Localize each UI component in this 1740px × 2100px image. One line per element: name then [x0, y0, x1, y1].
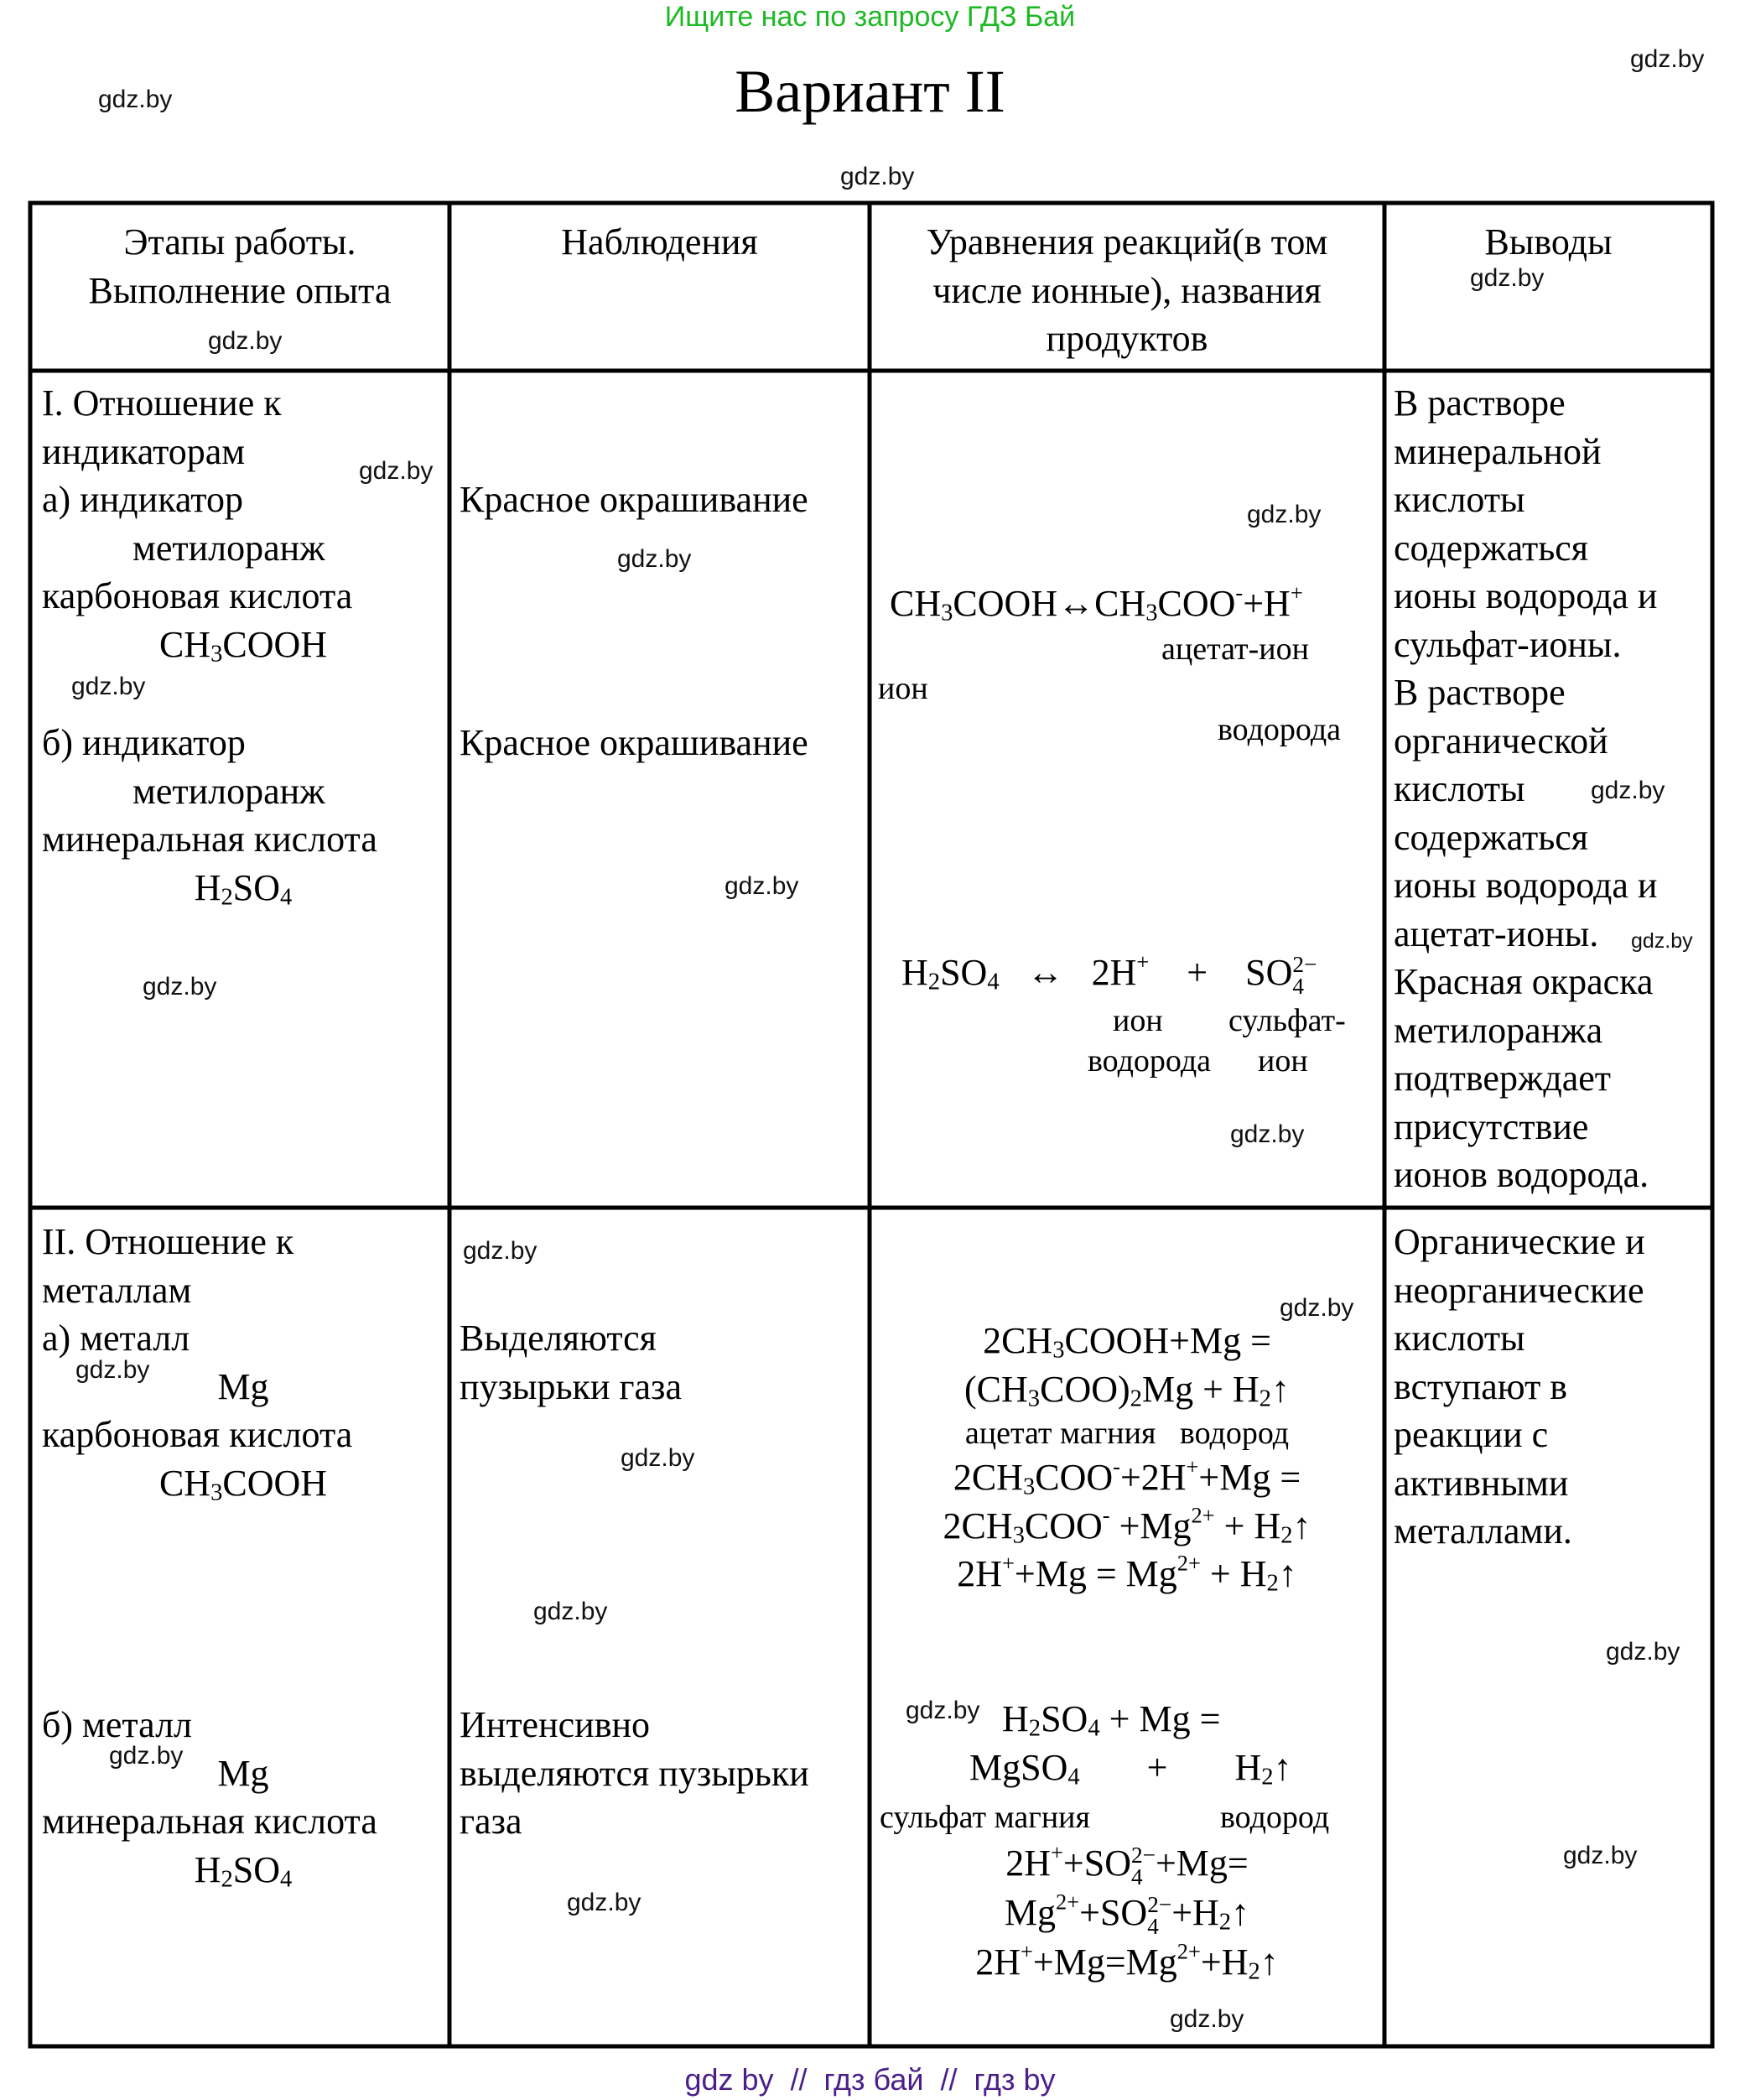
row2-conclusion-line: металлами. — [1394, 1510, 1572, 1552]
row1-label-ion: ион — [878, 671, 928, 706]
watermark: gdz.by — [1230, 1120, 1305, 1148]
row2-stage-b3: минеральная кислота — [42, 1801, 377, 1842]
row1-label-sulfate: сульфат- — [1228, 1003, 1346, 1038]
row2-eq-a4: $2CH_3COO^-+2H^++Mg$ = — [953, 1453, 1301, 1500]
row2-eq-b1: $H_2SO_4 + Mg$ = — [1002, 1698, 1221, 1742]
watermark: gdz.by — [567, 1889, 641, 1916]
row2-conclusion-line: активными — [1394, 1462, 1569, 1504]
row2-stages-b — [42, 1701, 444, 1894]
row2-conclusions — [1394, 1218, 1709, 1556]
row1-label-ion-2: ион — [1113, 1003, 1163, 1038]
header-stages-line-2: Выполнение опыта — [88, 269, 392, 311]
row2-label-magnesium-sulfate: сульфат магния — [880, 1800, 1090, 1835]
row1-stage-a3: карбоновая кислота — [42, 575, 353, 616]
row1-conclusion-line: ацетат-ионы. — [1394, 912, 1599, 954]
row2-stage-heading: II. Отношение к — [42, 1221, 294, 1262]
row2-stage-a2: Mg — [217, 1365, 269, 1407]
row1-stage-b1: б) индикатор — [42, 722, 246, 763]
watermark: gdz.by — [1280, 1294, 1354, 1322]
row2-stage-b1: б) металл — [42, 1704, 193, 1745]
row2-conclusion-line: реакции с — [1394, 1414, 1549, 1455]
watermark: gdz.by — [463, 1237, 538, 1265]
row1-conclusion-line: минеральной — [1394, 430, 1602, 472]
row1-conclusion-line: Красная окраска — [1394, 961, 1654, 1002]
row2-eq-a1: $2CH_3COOH+Mg$ = — [983, 1320, 1271, 1364]
watermark: gdz.by — [840, 163, 915, 190]
row2-stage-b2: Mg — [217, 1752, 269, 1794]
row1-conclusion-line: подтверждает — [1394, 1058, 1612, 1099]
row1-label-hydrogen: водорода — [1218, 712, 1342, 747]
row2-eq-a3-labels: ацетат магния водород — [964, 1416, 1290, 1451]
row2-eq-a6: $2H^++Mg = Mg^{2+}$ + $H_2↑$ — [957, 1550, 1297, 1597]
row1-stage-heading: I. Отношение к — [42, 382, 282, 424]
row1-label-ion-3: ион — [1258, 1043, 1308, 1079]
row2-observation-b — [460, 1701, 809, 1846]
row1-label-acetate-ion: ацетат-ион — [1161, 632, 1309, 667]
row2-eq-b2: MgSO$_4$ + $H_2↑$ — [969, 1747, 1292, 1791]
row1-conclusion-line: содержаться — [1394, 816, 1589, 858]
page-title: Вариант II — [735, 58, 1005, 125]
row2-eq-b4: 2H++SO 2− 4 +Mg= — [1005, 1839, 1249, 1889]
row2-stage-a1: а) металл — [42, 1318, 190, 1359]
watermark: gdz.by — [621, 1444, 695, 1472]
row2-equations-a — [873, 1317, 1381, 1598]
row1-conclusion-line: содержаться — [1394, 527, 1589, 569]
row2-eq-a5: $2CH_3COO^- +Mg^{2+}$ + $H_2↑$ — [943, 1502, 1311, 1549]
watermark: gdz.by — [725, 872, 799, 900]
row2-conclusion-line: вступают в — [1394, 1365, 1568, 1407]
row2-equations-b-ionic — [873, 1839, 1381, 1986]
row1-stage-b2: метилоранж — [132, 770, 325, 812]
row2-observation-a-line: Выделяются — [460, 1318, 657, 1359]
header-equations-line-2: числе ионные), названия — [932, 269, 1322, 311]
row1-stages — [42, 379, 444, 668]
header-observations: Наблюдения — [561, 221, 758, 262]
watermark: gdz.by — [71, 673, 146, 700]
row1-conclusion-line: ионы водорода и — [1394, 865, 1658, 906]
row2-stage-b4-formula: $H_2SO_4$ — [194, 1848, 293, 1893]
header-conclusions: Выводы — [1484, 221, 1613, 262]
watermark: gdz.by — [1563, 1842, 1638, 1869]
watermark: gdz.by — [1631, 929, 1693, 953]
watermark: gdz.by — [143, 973, 217, 1001]
row1-stages-b — [42, 719, 444, 912]
watermark: gdz.by — [75, 1356, 150, 1384]
watermark: gdz.by — [208, 327, 283, 355]
row2-observation-a-line: пузырьки газа — [460, 1365, 682, 1407]
row1-observation-b: Красное окрашивание — [460, 722, 808, 763]
header-equations-line-1: Уравнения реакций(в том — [926, 221, 1328, 262]
watermark: gdz.by — [359, 457, 434, 485]
watermark: gdz.by — [617, 545, 692, 573]
watermark: gdz.by — [1470, 264, 1545, 292]
row2-conclusion-line: Органические и — [1394, 1221, 1645, 1262]
header-stages-line-1: Этапы работы. — [123, 221, 356, 262]
watermark: gdz.by — [1247, 501, 1322, 528]
row2-observation-a — [460, 1314, 682, 1411]
watermark: gdz.by — [1591, 777, 1665, 804]
row1-label-hydrogen-2: водорода — [1088, 1043, 1212, 1079]
row1-conclusion-line: кислоты — [1394, 768, 1525, 809]
watermark: gdz.by — [1630, 45, 1705, 73]
row1-stage-a1: а) индикатор — [42, 479, 243, 520]
row1-equation-sulfuric: $H_2SO_4$ ↔ 2H+ + SO 2− 4 — [901, 949, 1317, 999]
watermark: gdz.by — [906, 1697, 980, 1724]
row1-conclusion-line: кислоты — [1394, 479, 1525, 520]
row1-stage-heading-2: индикаторам — [42, 430, 246, 472]
row1-conclusion-line: В растворе — [1394, 672, 1566, 713]
row2-stage-a4-formula: $CH_3COOH$ — [158, 1462, 328, 1506]
row1-stage-b3: минеральная кислота — [42, 819, 377, 860]
row1-stage-a2: метилоранж — [132, 527, 325, 569]
header-equations — [873, 218, 1381, 363]
row1-conclusion-line: органической — [1394, 720, 1608, 762]
watermark: gdz.by — [1170, 2005, 1244, 2033]
row1-stage-b4-formula: $H_2SO_4$ — [194, 866, 293, 911]
header-stages — [34, 218, 446, 314]
row2-eq-b5: $Mg^{2+}+SO$ 2− 4 $+H_2↑$ — [1004, 1889, 1250, 1939]
row1-equation-acetic: $CH_3COOH\leftrightarrow CH_3COO^-+H^+$ — [890, 580, 1303, 626]
row2-stage-heading-2: металлам — [42, 1269, 192, 1311]
row1-conclusion-line: сульфат-ионы. — [1394, 623, 1622, 665]
row1-stage-a4-formula: $CH_3COOH$ — [158, 623, 328, 668]
row2-observation-b-line: газа — [460, 1801, 522, 1842]
search-banner: Ищите нас по запросу ГДЗ Бай — [664, 1, 1076, 33]
header-equations-line-3: продуктов — [1046, 318, 1208, 359]
row2-observation-b-line: выделяются пузырьки — [460, 1752, 809, 1794]
row2-stage-a3: карбоновая кислота — [42, 1414, 353, 1455]
row1-conclusion-line: ионы водорода и — [1394, 575, 1658, 616]
watermark: gdz.by — [98, 86, 173, 113]
row1-conclusion-line: В растворе — [1394, 382, 1566, 424]
row2-conclusion-line: неорганические — [1394, 1269, 1644, 1311]
row2-observation-b-line: Интенсивно — [460, 1704, 651, 1745]
row1-conclusion-line: ионов водорода. — [1394, 1154, 1649, 1195]
watermark: gdz.by — [109, 1742, 184, 1770]
row2-conclusion-line: кислоты — [1394, 1318, 1525, 1359]
row2-eq-a2: $(CH_3COO)_2Mg$ + $H_2↑$ — [964, 1368, 1290, 1412]
watermark: gdz.by — [1606, 1638, 1680, 1666]
row1-conclusion-line: присутствие — [1394, 1105, 1589, 1147]
row2-label-hydrogen-gas: водород — [1220, 1800, 1330, 1835]
row2-eq-b6: $2H^++Mg=Mg^{2+}+H_2↑$ — [975, 1938, 1279, 1985]
watermark: gdz.by — [533, 1598, 608, 1625]
footer-links: gdz by // гдз бай // гдз by — [684, 2062, 1056, 2097]
row1-conclusion-line: метилоранжа — [1394, 1009, 1603, 1051]
row1-observation-a: Красное окрашивание — [460, 479, 808, 520]
